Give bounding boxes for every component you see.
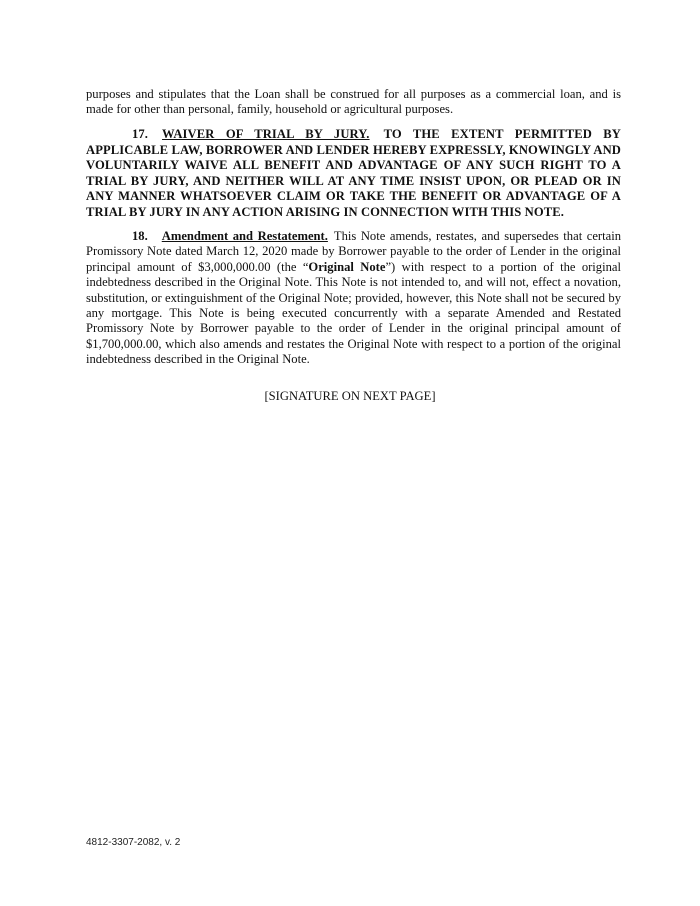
- section-17-heading: WAIVER OF TRIAL BY JURY.: [162, 127, 370, 141]
- original-note-defined-term: Original Note: [308, 259, 386, 274]
- intro-paragraph: [86, 87, 621, 118]
- section-17-paragraph: [86, 127, 621, 221]
- signature-notice: [SIGNATURE ON NEXT PAGE]: [264, 389, 436, 403]
- section-18-body-part2: ”) with respect to a portion of the original indebtedness described in the Original Note. This Note is not intended to, and will not, effect a novation, substitution, or extinguishment of the Original Note; provided, however, this Note shall not be secured by any mortgage. This Note is being executed concurrently with a separate Amended and Restated Promissory Note by Borrower payable to the order of Lender in the original principal amount of $1,700,000.00, which also amends and restates the Original Note with respect to a portion of the original indebtedness described in the Original Note.: [86, 259, 621, 367]
- section-18-paragraph: [86, 229, 621, 368]
- section-17-number: 17.: [132, 127, 149, 141]
- intro-paragraph-text: purposes and stipulates that the Loan shall be construed for all purposes as a commercial loan, and is made for other than personal, family, household or agricultural purposes.: [86, 87, 621, 117]
- document-footer-id: 4812-3307-2082, v. 2: [86, 837, 181, 848]
- section-17-body: TO THE EXTENT PERMITTED BY APPLICABLE LAW, BORROWER AND LENDER HEREBY EXPRESSLY, KNOWINGLY AND VOLUNTARILY WAIVE ALL BENEFIT AND ADVANTAGE OF ANY SUCH RIGHT TO A TRIAL BY JURY, AND NEITHER WILL AT ANY TIME INSIST UPON, OR PLEAD OR IN ANY MANNER WHATSOEVER CLAIM OR TAKE THE BENEFIT OR ADVANTAGE OF A TRIAL BY JURY IN ANY ACTION ARISING IN CONNECTION WITH THIS NOTE.: [86, 127, 621, 219]
- section-18-number: 18.: [132, 229, 148, 243]
- section-18-body-part1: This Note amends, restates, and supersedes that certain Promissory Note dated March 12, 2020 made by Borrower payable to the order of Lender in the original principal amount of $3,000,000.00 (the “: [86, 229, 621, 274]
- section-18-heading: Amendment and Restatement.: [161, 229, 328, 243]
